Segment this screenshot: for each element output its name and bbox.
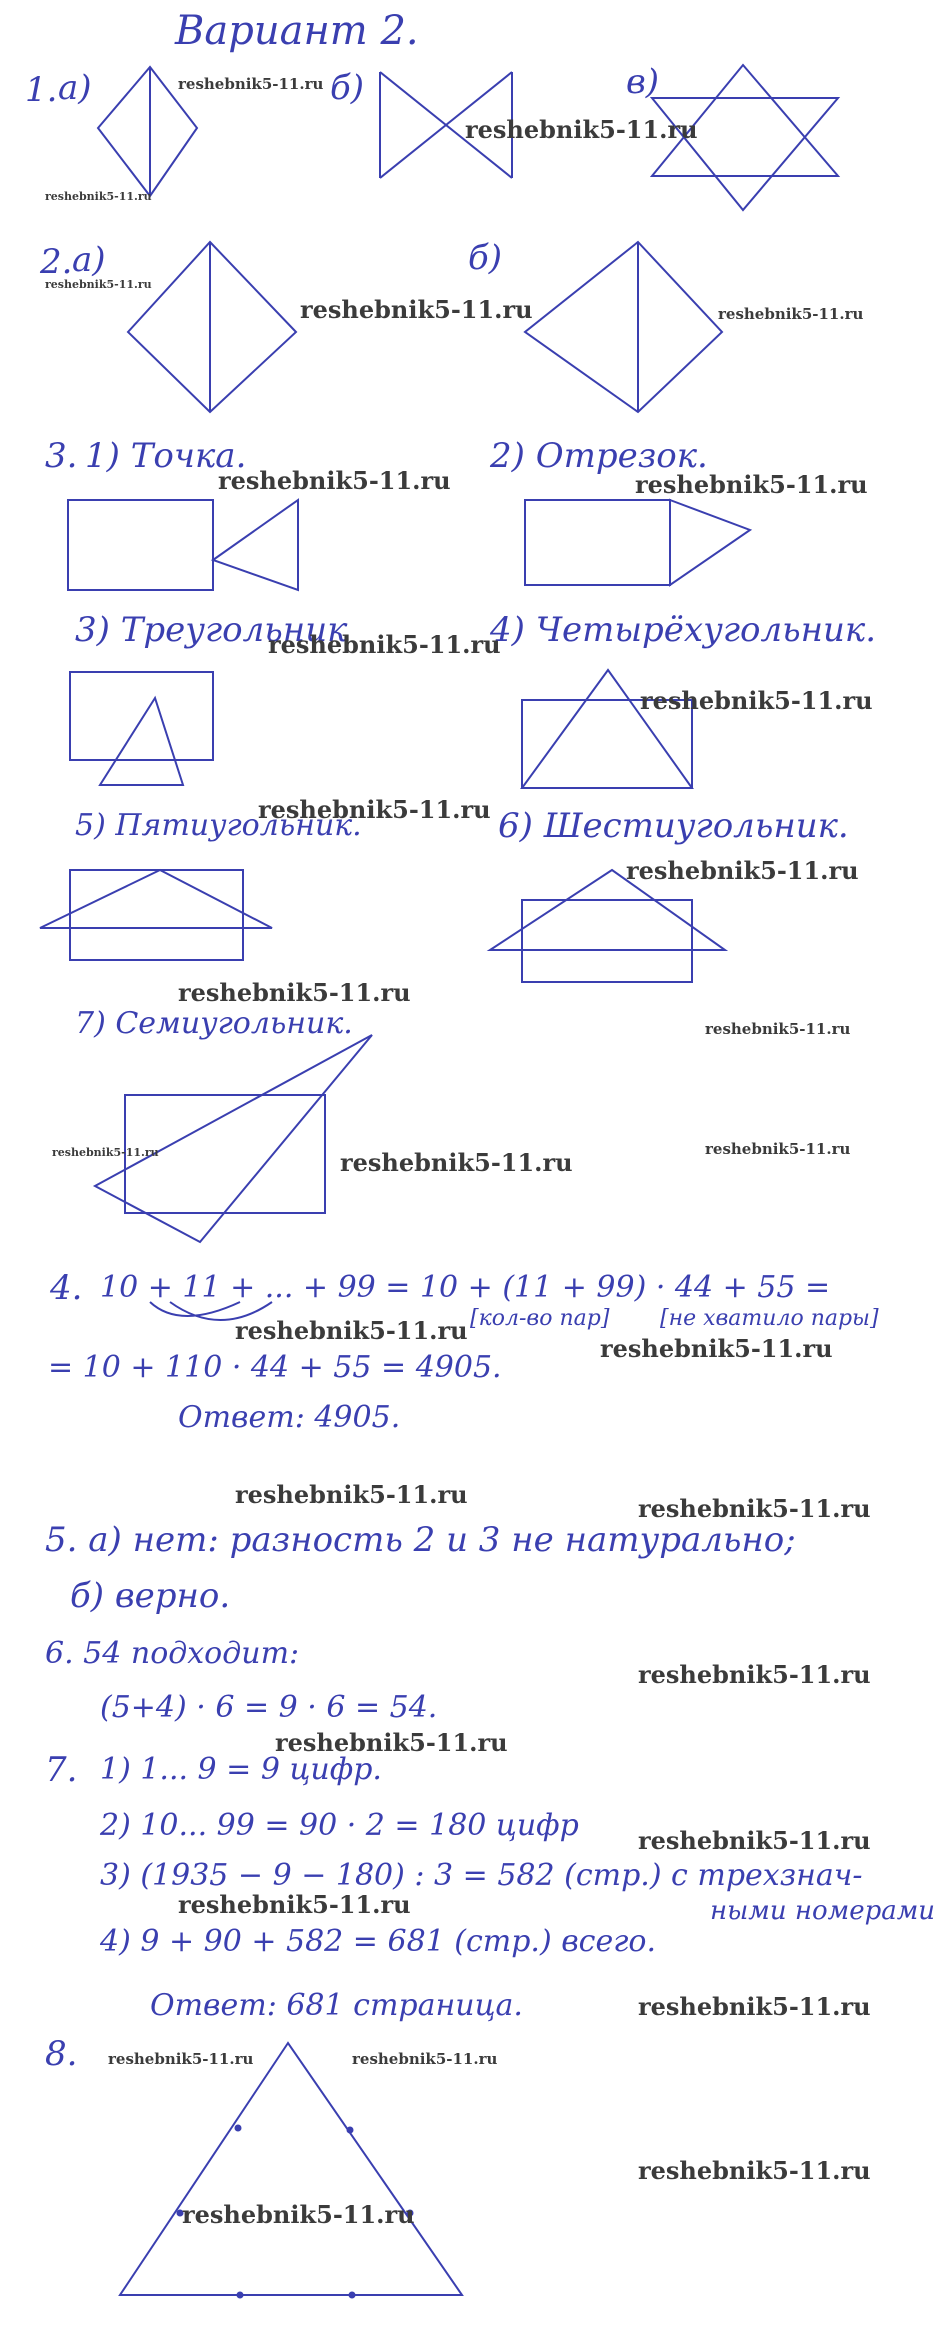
task3-item-3: 3) Треугольник	[75, 610, 348, 650]
watermark: reshebnik5-11.ru	[178, 1890, 411, 1919]
task4-line1: 10 + 11 + ... + 99 = 10 + (11 + 99) · 44 + 55 =	[100, 1270, 831, 1305]
watermark: reshebnik5-11.ru	[178, 75, 324, 93]
task3-item-5: 5) Пятиугольник.	[75, 808, 362, 843]
task5-line-a: 5. а) нет: разность 2 и 3 не натурально;	[45, 1520, 796, 1560]
task5-line-b: б) верно.	[70, 1576, 231, 1616]
watermark: reshebnik5-11.ru	[600, 1334, 833, 1363]
task2-number: 2.	[40, 242, 73, 282]
task7-line2: 2) 10... 99 = 90 · 2 = 180 цифр	[100, 1808, 579, 1843]
watermark: reshebnik5-11.ru	[638, 1992, 871, 2021]
watermark: reshebnik5-11.ru	[352, 2050, 498, 2068]
watermark: reshebnik5-11.ru	[52, 1146, 159, 1159]
task3-7-figure	[95, 1035, 372, 1242]
watermark: reshebnik5-11.ru	[235, 1316, 468, 1345]
watermark: reshebnik5-11.ru	[635, 470, 868, 499]
task2-label-b: б)	[468, 238, 503, 278]
task7-line3b: ными номерами	[710, 1896, 935, 1926]
task1-label-b: б)	[330, 68, 365, 108]
watermark: reshebnik5-11.ru	[258, 795, 491, 824]
watermark: reshebnik5-11.ru	[640, 686, 873, 715]
task4-number: 4.	[50, 1268, 83, 1308]
watermark: reshebnik5-11.ru	[300, 295, 533, 324]
task7-line4: 4) 9 + 90 + 582 = 681 (стр.) всего.	[100, 1924, 656, 1959]
task1-label-a: а)	[58, 68, 92, 108]
task7-line1: 1) 1... 9 = 9 цифр.	[100, 1752, 382, 1787]
watermark: reshebnik5-11.ru	[45, 278, 152, 291]
page-title: Вариант 2.	[175, 8, 419, 54]
watermark: reshebnik5-11.ru	[718, 305, 864, 323]
task3-1-figure	[68, 500, 298, 590]
task4-note-missing: [не хватило пары]	[660, 1306, 879, 1331]
task3-5-figure	[40, 870, 272, 960]
watermark: reshebnik5-11.ru	[45, 190, 152, 203]
task7-number: 7.	[45, 1750, 78, 1790]
task4-line2: = 10 + 110 · 44 + 55 = 4905.	[48, 1350, 502, 1385]
watermark: reshebnik5-11.ru	[275, 1728, 508, 1757]
task1-number: 1.	[25, 70, 58, 110]
watermark: reshebnik5-11.ru	[638, 1494, 871, 1523]
watermark: reshebnik5-11.ru	[235, 1480, 468, 1509]
task6-line1: 6. 54 подходит:	[45, 1636, 300, 1671]
watermark: reshebnik5-11.ru	[705, 1140, 851, 1158]
task2-a-figure	[128, 242, 296, 412]
task7-line3: 3) (1935 − 9 − 180) : 3 = 582 (стр.) с трехзнач-	[100, 1858, 863, 1893]
watermark: reshebnik5-11.ru	[268, 630, 501, 659]
task3-item-6: 6) Шестиугольник.	[498, 806, 849, 846]
watermark: reshebnik5-11.ru	[638, 2156, 871, 2185]
watermark: reshebnik5-11.ru	[340, 1148, 573, 1177]
task3-item-7: 7) Семиугольник.	[75, 1006, 353, 1041]
task4-note-pairs: [кол-во пар]	[470, 1306, 610, 1331]
watermark: reshebnik5-11.ru	[626, 856, 859, 885]
task3-3-figure	[70, 672, 213, 785]
watermark: reshebnik5-11.ru	[182, 2200, 415, 2229]
task3-6-figure	[490, 870, 725, 982]
task3-item-2: 2) Отрезок.	[490, 436, 708, 476]
watermark: reshebnik5-11.ru	[638, 1826, 871, 1855]
watermark: reshebnik5-11.ru	[218, 466, 451, 495]
task3-item-4: 4) Четырёхугольник.	[490, 610, 877, 650]
watermark: reshebnik5-11.ru	[108, 2050, 254, 2068]
watermark: reshebnik5-11.ru	[178, 978, 411, 1007]
task6-line2: (5+4) · 6 = 9 · 6 = 54.	[100, 1690, 438, 1725]
task8-figure	[120, 2043, 462, 2299]
task3-2-figure	[525, 500, 750, 585]
task3-number: 3.	[45, 436, 78, 476]
task3-item-1: 1) Точка.	[85, 436, 247, 476]
task1-label-v: в)	[626, 62, 660, 102]
task2-label-a: а)	[72, 240, 106, 280]
task7-answer: Ответ: 681 страница.	[150, 1988, 523, 2023]
task8-number: 8.	[45, 2034, 78, 2074]
task4-answer: Ответ: 4905.	[178, 1400, 401, 1435]
watermark: reshebnik5-11.ru	[638, 1660, 871, 1689]
watermark: reshebnik5-11.ru	[705, 1020, 851, 1038]
task2-b-figure	[525, 242, 722, 412]
watermark: reshebnik5-11.ru	[465, 115, 698, 144]
